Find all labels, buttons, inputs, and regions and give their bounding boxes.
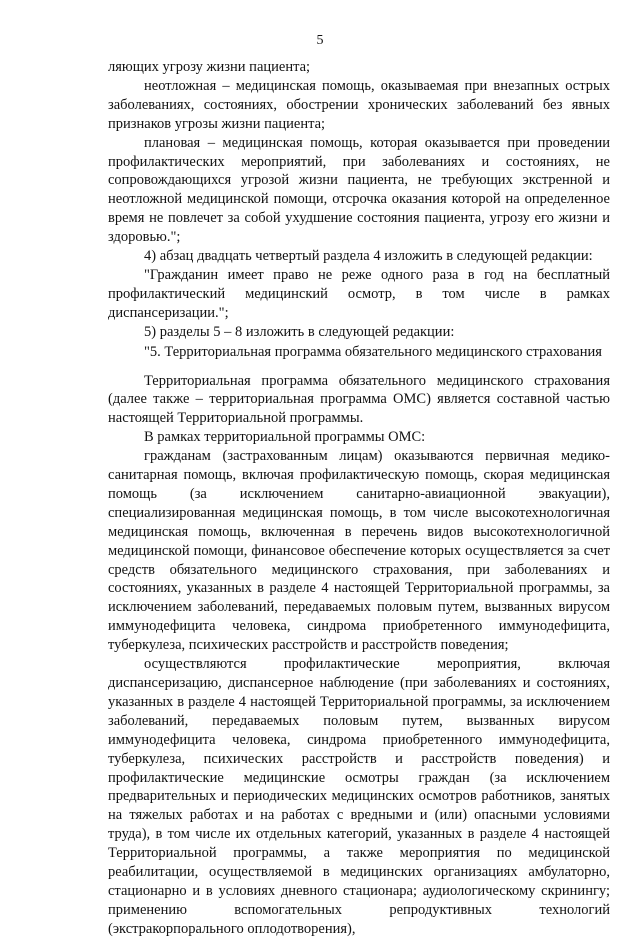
paragraph-program-definition: Территориальная программа обязательного медицинского страхования (далее также – территориальная программа ОМС) является составной частью настоящей Территориальной программы. bbox=[108, 372, 610, 427]
section-title: "5. Территориальная программа обязательного медицинского страхования bbox=[144, 343, 602, 360]
page-number: 5 bbox=[316, 33, 324, 48]
paragraph-preventive-measures: осуществляются профилактические мероприятия, включая диспансеризацию, диспансерное наблюдение (при заболеваниях и состояниях, указанных в разделе 4 настоящей Территориальной программы, за исключением заболеваний, передаваемых половым путем, вызванных вирусом иммунодефицита человека, синдрома приобретенного иммунодефицита, туберкулеза, психических расстройств и расстройств поведения) и профилактические медицинские осмотры граждан (за исключением предварительных и периодических медицинских осмотров работников, занятых на тяжелых работах и на работах с вредными и (или) опасными условиями труда), в том числе их отдельных категорий, указанных в разделе 4 настоящей Территориальной программы, а также мероприятия по медицинской реабилитации, осуществляемой в медицинских организациях амбулаторно, стационарно и в условиях дневного стационара; аудиологическому скринингу; применению вспомогательных репродуктивных технологий (экстракорпорального оплодотворения), bbox=[108, 656, 610, 937]
paragraph-amendment-4: 4) абзац двадцать четвертый раздела 4 изложить в следующей редакции: bbox=[144, 248, 593, 265]
document-body bbox=[108, 58, 610, 939]
paragraph-continuation: ляющих угрозу жизни пациента; bbox=[108, 59, 311, 75]
paragraph-citizens-assistance: гражданам (застрахованным лицам) оказываются первичная медико-санитарная помощь, включая профилактическую помощь, скорая медицинская помощь (за исключением санитарно-авиационной эвакуации), специализированная медицинская помощь, в том числе высокотехнологичная медицинская помощь, включенная в перечень видов высокотехнологичной медицинской помощи, финансовое обеспечение которых осуществляется за счет средств обязательного медицинского страхования, при заболеваниях и состояниях, указанных в разделе 4 настоящей Территориальной программы, за исключением заболеваний, передаваемых половым путем, вызванных вирусом иммунодефицита человека, синдрома приобретенного иммунодефицита, туберкулеза, психических расстройств и расстройств поведения; bbox=[108, 448, 610, 654]
paragraph-planned-care: плановая – медицинская помощь, которая оказывается при проведении профилактических мероприятий, при заболеваниях и состояниях, не сопровождающихся угрозой жизни пациента, не требующих экстренной и неотложной медицинской помощи, отсрочка оказания которой на определенное время не повлечет за собой ухудшение состояния пациента, угрозу его жизни и здоровью."; bbox=[108, 134, 610, 246]
paragraph-urgent-care: неотложная – медицинская помощь, оказываемая при внезапных острых заболеваниях, состояниях, обострении хронических заболеваний без явных признаков угрозы жизни пациента; bbox=[108, 77, 610, 132]
paragraph-citizen-right: "Гражданин имеет право не реже одного раза в год на бесплатный профилактический медицинский осмотр, в том числе в рамках диспансеризации."; bbox=[108, 266, 610, 321]
paragraph-within-program: В рамках территориальной программы ОМС: bbox=[144, 429, 426, 446]
paragraph-amendment-5: 5) разделы 5 – 8 изложить в следующей редакции: bbox=[144, 323, 455, 340]
